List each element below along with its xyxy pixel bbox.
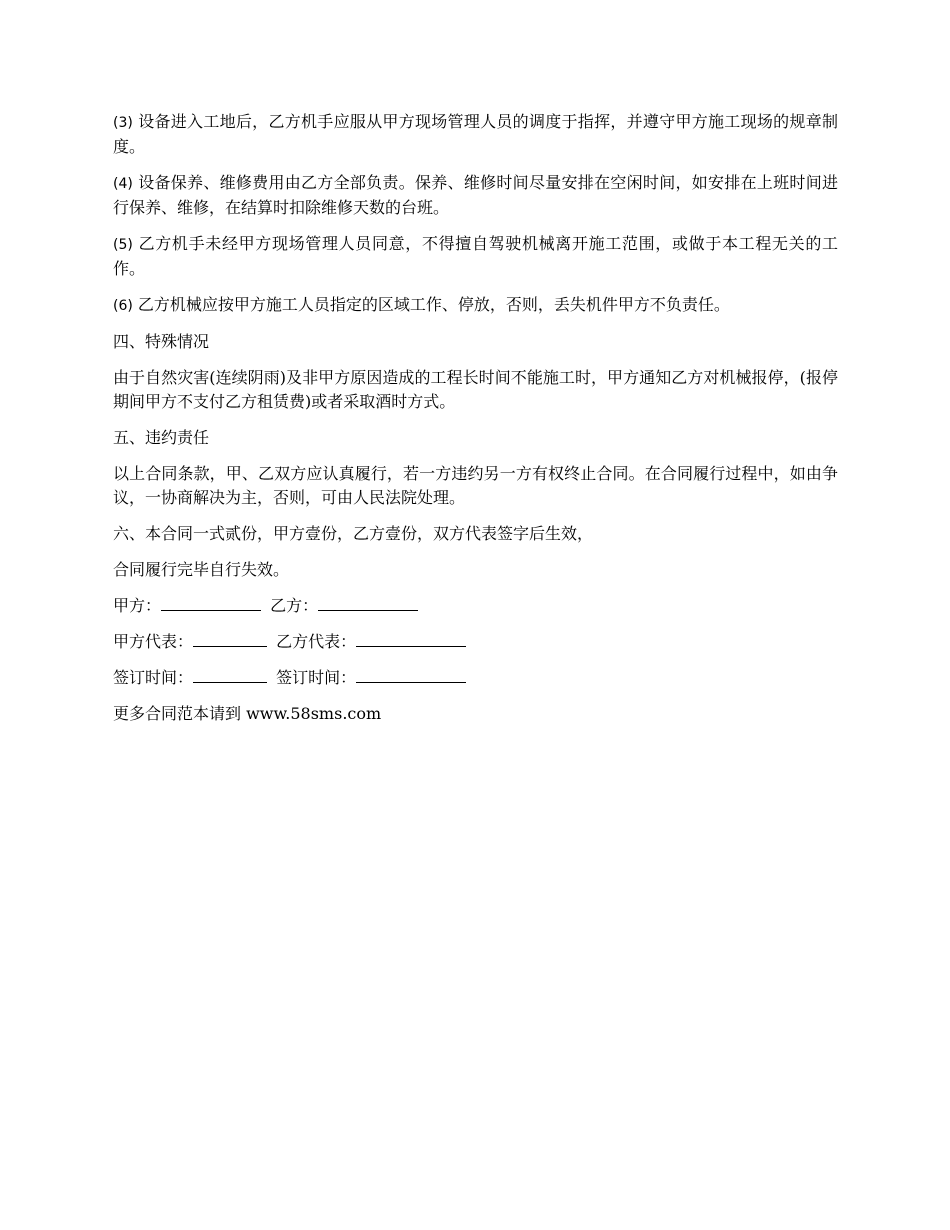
section-5-body: 以上合同条款，甲、乙双方应认真履行，若一方违约另一方有权终止合同。在合同履行过程中，如由争议，一协商解决为主，否则，可由人民法院处理。 bbox=[113, 464, 838, 507]
contract-document bbox=[113, 110, 838, 738]
rep-b-label: 乙方代表： bbox=[276, 632, 357, 651]
clause-text: 乙方机械应按甲方施工人员指定的区域工作、停放，否则，丢失机件甲方不负责任。 bbox=[132, 295, 730, 314]
party-b-blank[interactable] bbox=[318, 594, 418, 611]
clause-5 bbox=[113, 232, 838, 281]
representative-signature-row bbox=[113, 630, 838, 654]
clause-text: 设备保养、维修费用由乙方全部负责。保养、维修时间尽量安排在空闲时间，如安排在上班时间进行保养、维修，在结算时扣除维修天数的台班。 bbox=[113, 173, 838, 217]
section-4-body: 由于自然灾害(连续阴雨)及非甲方原因造成的工程长时间不能施工时，甲方通知乙方对机械报停，(报停期间甲方不支付乙方租赁费)或者采取酒时方式。 bbox=[113, 368, 838, 411]
date-a-label: 签订时间： bbox=[113, 668, 194, 687]
footer-link-text: 更多合同范本请到 www.58sms.com bbox=[113, 704, 382, 723]
section-5-title: 五、违约责任 bbox=[113, 428, 210, 447]
section-6-line-2: 合同履行完毕自行失效。 bbox=[113, 560, 290, 579]
party-signature-row bbox=[113, 594, 838, 618]
rep-b-blank[interactable] bbox=[356, 630, 466, 647]
section-4-title: 四、特殊情况 bbox=[113, 332, 210, 351]
rep-a-blank[interactable] bbox=[193, 630, 267, 647]
clause-3 bbox=[113, 110, 838, 159]
clause-6 bbox=[113, 293, 838, 318]
party-a-label: 甲方： bbox=[113, 596, 162, 615]
date-signature-row bbox=[113, 666, 838, 690]
rep-a-label: 甲方代表： bbox=[113, 632, 194, 651]
party-b-label: 乙方： bbox=[270, 596, 319, 615]
clause-text: 设备进入工地后，乙方机手应服从甲方现场管理人员的调度于指挥，并遵守甲方施工现场的规章制度。 bbox=[113, 112, 838, 156]
section-6-line-1: 六、本合同一式贰份，甲方壹份，乙方壹份，双方代表签字后生效， bbox=[113, 524, 594, 543]
party-a-blank[interactable] bbox=[161, 594, 261, 611]
date-a-blank[interactable] bbox=[193, 666, 267, 683]
clause-number: (4) bbox=[113, 176, 133, 192]
clause-4 bbox=[113, 171, 838, 220]
clause-text: 乙方机手未经甲方现场管理人员同意，不得擅自驾驶机械离开施工范围，或做于本工程无关的工作。 bbox=[113, 234, 838, 278]
clause-number: (3) bbox=[113, 115, 133, 131]
date-b-label: 签订时间： bbox=[276, 668, 357, 687]
date-b-blank[interactable] bbox=[356, 666, 466, 683]
clause-number: (5) bbox=[113, 237, 133, 253]
clause-number: (6) bbox=[113, 298, 133, 314]
